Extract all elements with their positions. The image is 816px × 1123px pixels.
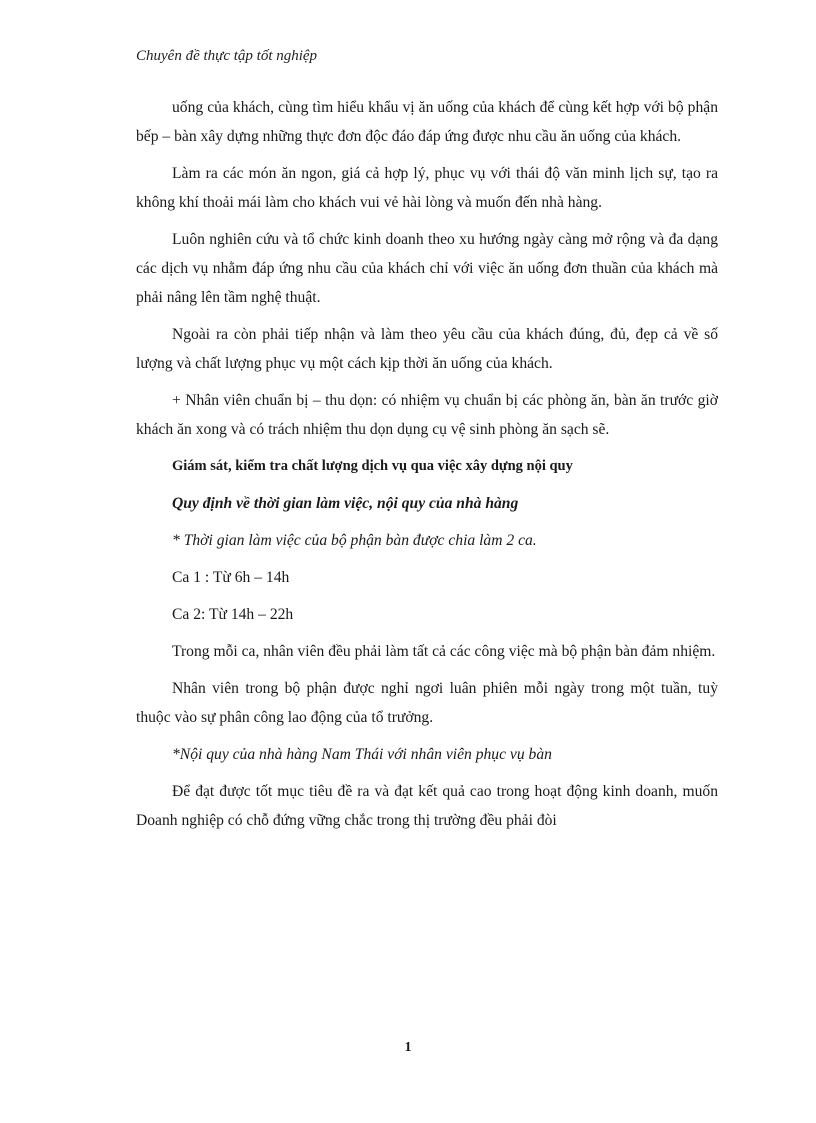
subsection-heading: Quy định về thời gian làm việc, nội quy của nhà hàng (172, 495, 519, 512)
paragraph-1: uống của khách, cùng tìm hiểu khẩu vị ăn uống của khách để cùng kết hợp với bộ phận bếp – bàn xây dựng những thực đơn độc đáo đáp ứng được nhu cầu ăn uống của khách. (136, 99, 718, 145)
page-number: 1 (404, 1040, 412, 1055)
document-body (136, 93, 718, 843)
paragraph-2: Làm ra các món ăn ngon, giá cả hợp lý, phục vụ với thái độ văn minh lịch sự, tạo ra không khí thoải mái làm cho khách vui vẻ hài lòng và muốn đến nhà hàng. (136, 165, 718, 211)
running-header: Chuyên đề thực tập tốt nghiệp (136, 48, 318, 64)
working-hours-note: * Thời gian làm việc của bộ phận bàn được chia làm 2 ca. (172, 532, 537, 549)
paragraph-4: Ngoài ra còn phải tiếp nhận và làm theo yêu cầu của khách đúng, đủ, đẹp cả về số lượng và chất lượng phục vụ một cách kịp thời ăn uống của khách. (136, 326, 718, 372)
paragraph-5: + Nhân viên chuẩn bị – thu dọn: có nhiệm vụ chuẩn bị các phòng ăn, bàn ăn trước giờ khách ăn xong và có trách nhiệm thu dọn dụng cụ vệ sinh phòng ăn sạch sẽ. (136, 392, 718, 438)
paragraph-shift-duties: Trong mỗi ca, nhân viên đều phải làm tất cả các công việc mà bộ phận bàn đảm nhiệm. (172, 643, 716, 660)
paragraph-rest-rotation: Nhân viên trong bộ phận được nghỉ ngơi luân phiên mỗi ngày trong một tuần, tuỳ thuộc vào sự phân công lao động của tổ trưởng. (136, 680, 718, 726)
shift-1: Ca 1 : Từ 6h – 14h (172, 569, 290, 586)
rules-heading: *Nội quy của nhà hàng Nam Thái với nhân viên phục vụ bàn (172, 746, 552, 763)
paragraph-goals: Để đạt được tốt mục tiêu đề ra và đạt kết quả cao trong hoạt động kinh doanh, muốn Doanh nghiệp có chỗ đứng vững chắc trong thị trường đều phải đòi (136, 783, 718, 829)
shift-2: Ca 2: Từ 14h – 22h (172, 606, 294, 623)
paragraph-3: Luôn nghiên cứu và tổ chức kinh doanh theo xu hướng ngày càng mở rộng và đa dạng các dịch vụ nhằm đáp ứng nhu cầu của khách chỉ với việc ăn uống đơn thuần của khách mà phải nâng lên tầm nghệ thuật. (136, 231, 718, 306)
section-heading: Giám sát, kiểm tra chất lượng dịch vụ qua việc xây dựng nội quy (172, 458, 573, 474)
